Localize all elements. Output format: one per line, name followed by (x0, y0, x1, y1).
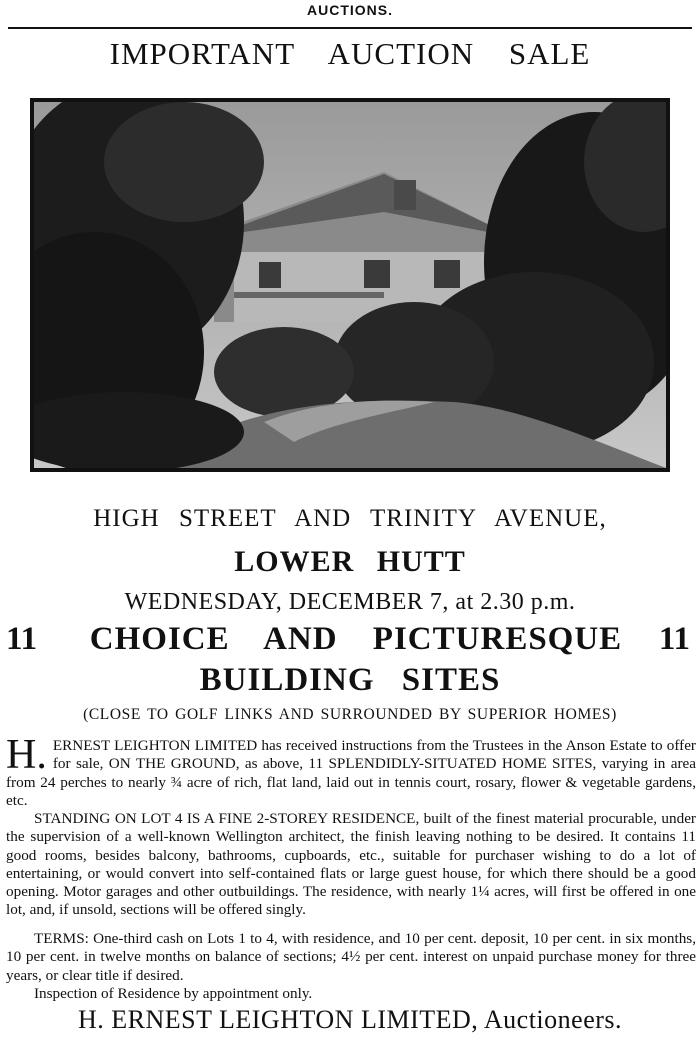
residence-illustration (34, 102, 666, 468)
residence-photo (30, 98, 670, 472)
residence-paragraph: STANDING ON LOT 4 IS A FINE 2-STOREY RESIDENCE, built of the finest material procurable, under the supervision of a well-known Wellington architect, the finish leaving nothing to be desired. It contains 11 good rooms, besides balcony, bathrooms, cupboards, etc., suitable for purchaser wishing to do a lot of entertaining, or would convert into self-contained flats or large guest house, for which there should be a good opening. Motor garages and other outbuildings. The residence, with nearly 1¼ acres, will first be offered in one lot, and, if unsold, sections will be offered singly. (6, 810, 696, 919)
auctioneer-role: Auctioneers. (483, 1005, 623, 1034)
choice-text: CHOICE AND PICTURESQUE (89, 621, 623, 657)
intro-paragraph (6, 732, 696, 810)
page-title: IMPORTANT AUCTION SALE (109, 36, 591, 71)
drop-cap: H. (6, 732, 47, 778)
terms-paragraph: TERMS: One-third cash on Lots 1 to 4, with residence, and 10 per cent. deposit, 10 per cent. in six months, 10 per cent. in twelve months on balance of sections; 4½ per cent. interest on unpaid purchase money for three years, or clear title if desired. (6, 930, 696, 984)
choice-headline (6, 621, 694, 661)
lot-count-right: 11 (658, 621, 690, 657)
auctioneer-name: H. ERNEST LEIGHTON LIMITED, (77, 1005, 479, 1034)
intro-text: ERNEST LEIGHTON LIMITED has received instructions from the Trustees in the Anson Estate to offer for sale, ON THE GROUND, as above, 11 SPLENDIDLY-SITUATED HOME SITES, varying in area from 24 perches to nearly ¾ acre of rich, flat land, laid out in tennis court, rosary, flower & vegetable gardens, etc. (6, 737, 696, 809)
inspection-note: Inspection of Residence by appointment only. (34, 985, 313, 1002)
sale-date: WEDNESDAY, DECEMBER 7, at 2.30 p.m. (124, 589, 576, 615)
section-label: AUCTIONS. (307, 2, 393, 18)
lot-count-left: 11 (6, 621, 38, 657)
auctioneer-signature (0, 1005, 700, 1035)
building-sites-heading: BUILDING SITES (199, 662, 501, 698)
location-note: (CLOSE TO GOLF LINKS AND SURROUNDED BY SUPERIOR HOMES) (83, 706, 617, 723)
header-rule (8, 27, 692, 29)
sale-locality: LOWER HUTT (234, 545, 466, 578)
sale-address: HIGH STREET AND TRINITY AVENUE, (93, 505, 607, 532)
